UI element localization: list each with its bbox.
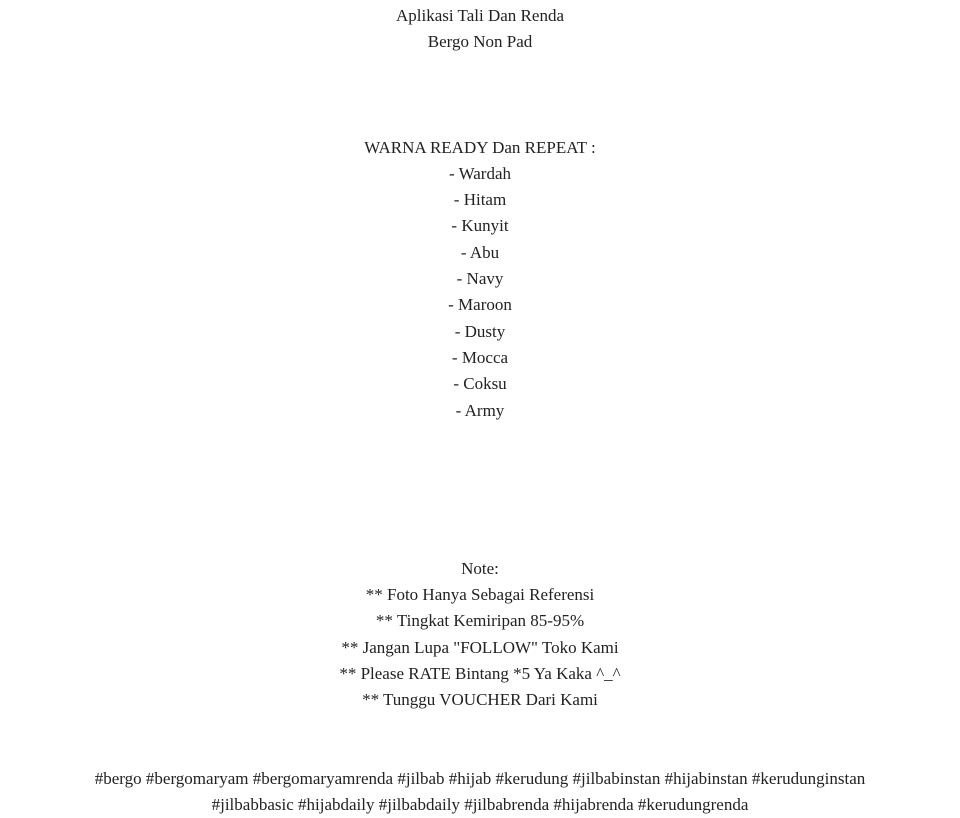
color-item-abu: - Abu — [460, 242, 500, 262]
note-item-similarity: ** Tingkat Kemiripan 85-95% — [375, 611, 585, 631]
intro-line-product: Bergo Non Pad — [427, 32, 533, 52]
note-block — [0, 556, 960, 714]
color-item-maroon: - Maroon — [448, 295, 512, 315]
color-item-navy: - Navy — [456, 269, 504, 289]
color-item-hitam: - Hitam — [453, 190, 507, 210]
color-item-kunyit: - Kunyit — [451, 216, 509, 236]
color-item-dusty: - Dusty — [454, 321, 506, 341]
color-item-wardah: - Wardah — [448, 163, 512, 183]
intro-line-title: Aplikasi Tali Dan Renda — [396, 6, 564, 25]
note-item-rate: ** Please RATE Bintang *5 Ya Kaka ^_^ — [339, 664, 621, 684]
hashtags-line-2: #jilbabbasic #hijabdaily #jilbabdaily #jilbabrenda #hijabrenda #kerudungrenda — [211, 794, 749, 814]
intro-block — [0, 3, 960, 56]
color-item-army: - Army — [455, 400, 505, 420]
note-heading: Note: — [461, 558, 499, 578]
hashtags-block — [0, 766, 960, 818]
color-list-block — [0, 135, 960, 424]
color-list-heading: WARNA READY Dan REPEAT : — [364, 137, 596, 157]
color-item-mocca: - Mocca — [451, 347, 509, 367]
note-item-voucher: ** Tunggu VOUCHER Dari Kami — [362, 690, 598, 710]
note-item-photo-reference: ** Foto Hanya Sebagai Referensi — [365, 585, 595, 605]
hashtags-line-1: #bergo #bergomaryam #bergomaryamrenda #jilbab #hijab #kerudung #jilbabinstan #hijabinstan #kerudunginstan — [94, 768, 866, 788]
note-item-follow: ** Jangan Lupa "FOLLOW" Toko Kami — [341, 637, 619, 657]
color-item-coksu: - Coksu — [453, 374, 507, 394]
